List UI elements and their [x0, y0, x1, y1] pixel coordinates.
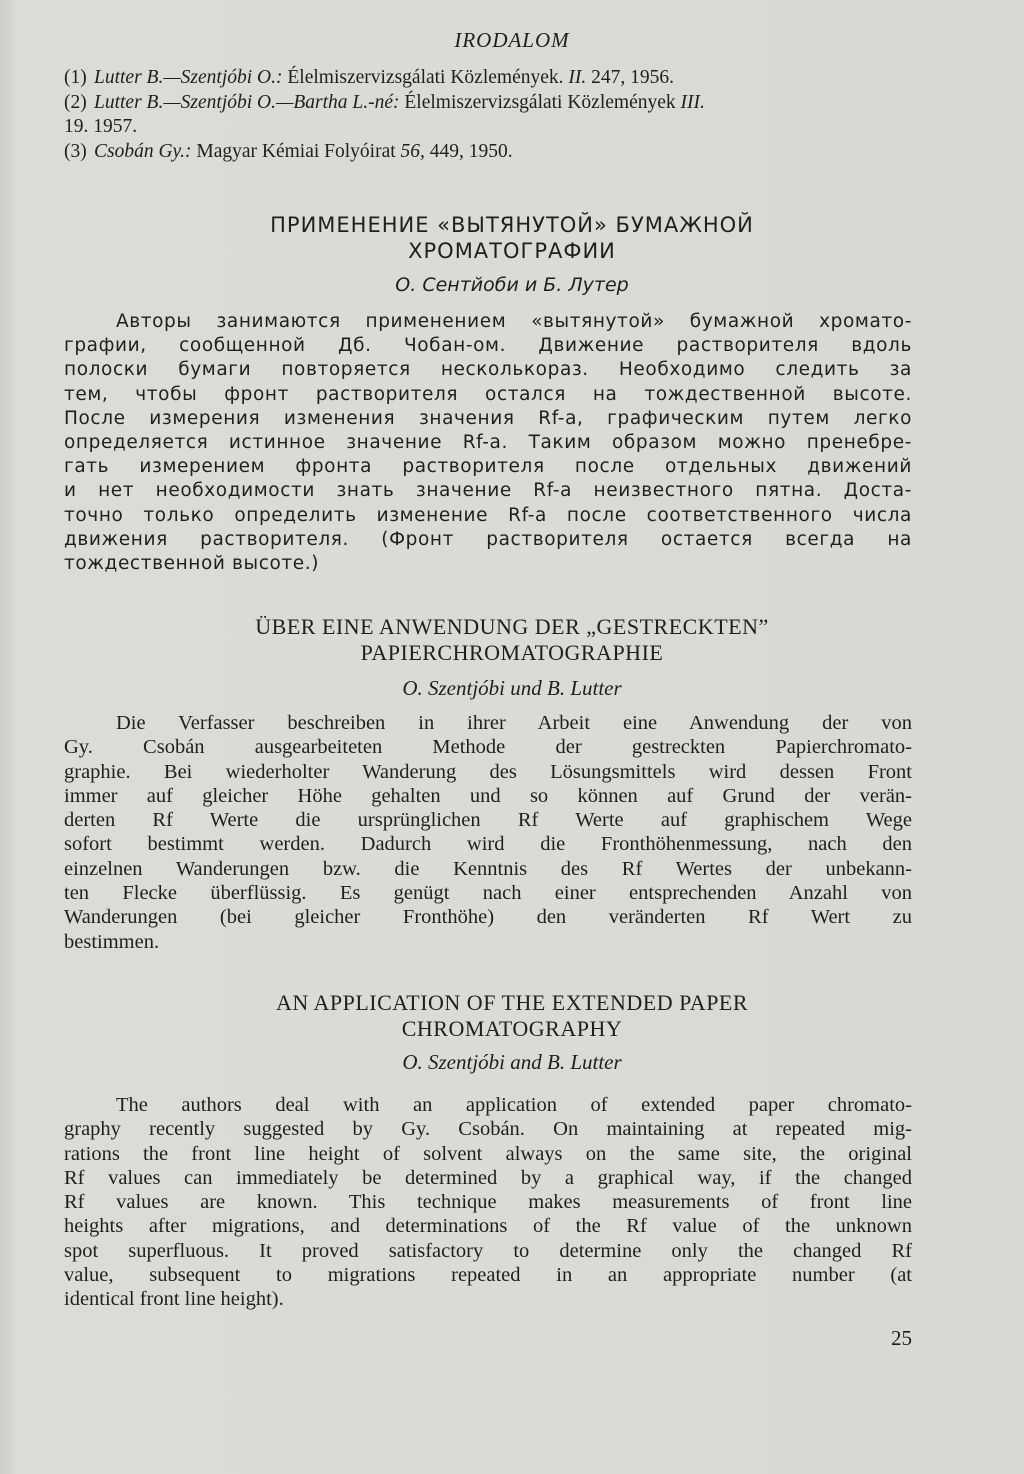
reference-list: [64, 66, 944, 164]
page-number: 25: [891, 1326, 912, 1350]
english-title: AN APPLICATION OF THE EXTENDED PAPER CHROMATOGRAPHY: [275, 990, 749, 1041]
german-title: ÜBER EINE ANWENDUNG DER „GESTRECKTEN” PAPIERCHROMATOGRAPHIE: [255, 614, 769, 665]
reference-item: (1) Lutter B.—Szentjóbi O.: Élelmiszervizsgálati Közlemények. II. 247, 1956.: [64, 67, 675, 88]
english-authors: O. Szentjóbi and B. Lutter: [402, 1050, 622, 1074]
russian-authors: О. Сентйоби и Б. Лутер: [395, 274, 629, 296]
russian-title: ПРИМЕНЕНИЕ «ВЫТЯНУТОЙ» БУМАЖНОЙ ХРОМАТОГРАФИИ: [270, 213, 754, 263]
german-authors: O. Szentjóbi und B. Lutter: [402, 676, 622, 700]
reference-continuation: 19. 1957.: [64, 116, 138, 137]
running-head: IRODALOM: [454, 28, 570, 52]
russian-abstract: Авторы занимаются применением «вытянутой» бумажной хромато- графии, сообщенной Дб. Чобан-ом. Движение растворителя вдоль полоски бумаги повторяется несколькораз. Необходимо следить за тем, чтобы фронт растворителя остался на тождественной высоте. После измерения изменения значения Rf-a, графическим путем легко определяется истинное значение Rf-a. Таким образом можно пренебре- гать измерением фронта растворителя после отдельных движений и нет необходимости знать значение Rf-a неизвестного пятна. Доста- точно только определить изменение Rf-a после соответственного числа движения растворителя. (Фронт растворителя остается всегда на тождественной высоте.): [64, 311, 912, 575]
reference-item: (3) Csobán Gy.: Magyar Kémiai Folyóirat 56, 449, 1950.: [64, 140, 513, 162]
english-abstract: The authors deal with an application of extended paper chromato- graphy recently suggested by Gy. Csobán. On maintaining at repeated mig- rations the front line height of solvent always on the same site, the original Rf values can immediately be determined by a graphical way, if the changed Rf values are known. This technique makes measurements of front line heights after migrations, and determinations of the Rf value of the unknown spot superfluous. It proved satisfactory to determine only the changed Rf value, subsequent to migrations repeated in an appropriate number (at identical front line height).: [64, 1094, 912, 1311]
german-abstract: Die Verfasser beschreiben in ihrer Arbeit eine Anwendung der von Gy. Csobán ausgearbeiteten Methode der gestreckten Papierchromato- graphie. Bei wiederholter Wanderung des Lösungsmittels wird dessen Front immer auf gleicher Höhe gehalten und so können auf Grund der verän- derten Rf Werte die ursprünglichen Rf Werte auf graphischem Wege sofort bestimmt werden. Dadurch wird die Fronthöhenmessung, nach den einzelnen Wanderungen bzw. die Kenntnis des Rf Wertes der unbekann- ten Flecke überflüssig. Es genügt nach einer entsprechenden Anzahl von Wanderungen (bei gleicher Fronthöhe) den veränderten Rf Wert zu bestimmen.: [64, 712, 912, 953]
reference-item: (2) Lutter B.—Szentjóbi O.—Bartha L.-né: Élelmiszervizsgálati Közlemények III.: [64, 91, 705, 113]
